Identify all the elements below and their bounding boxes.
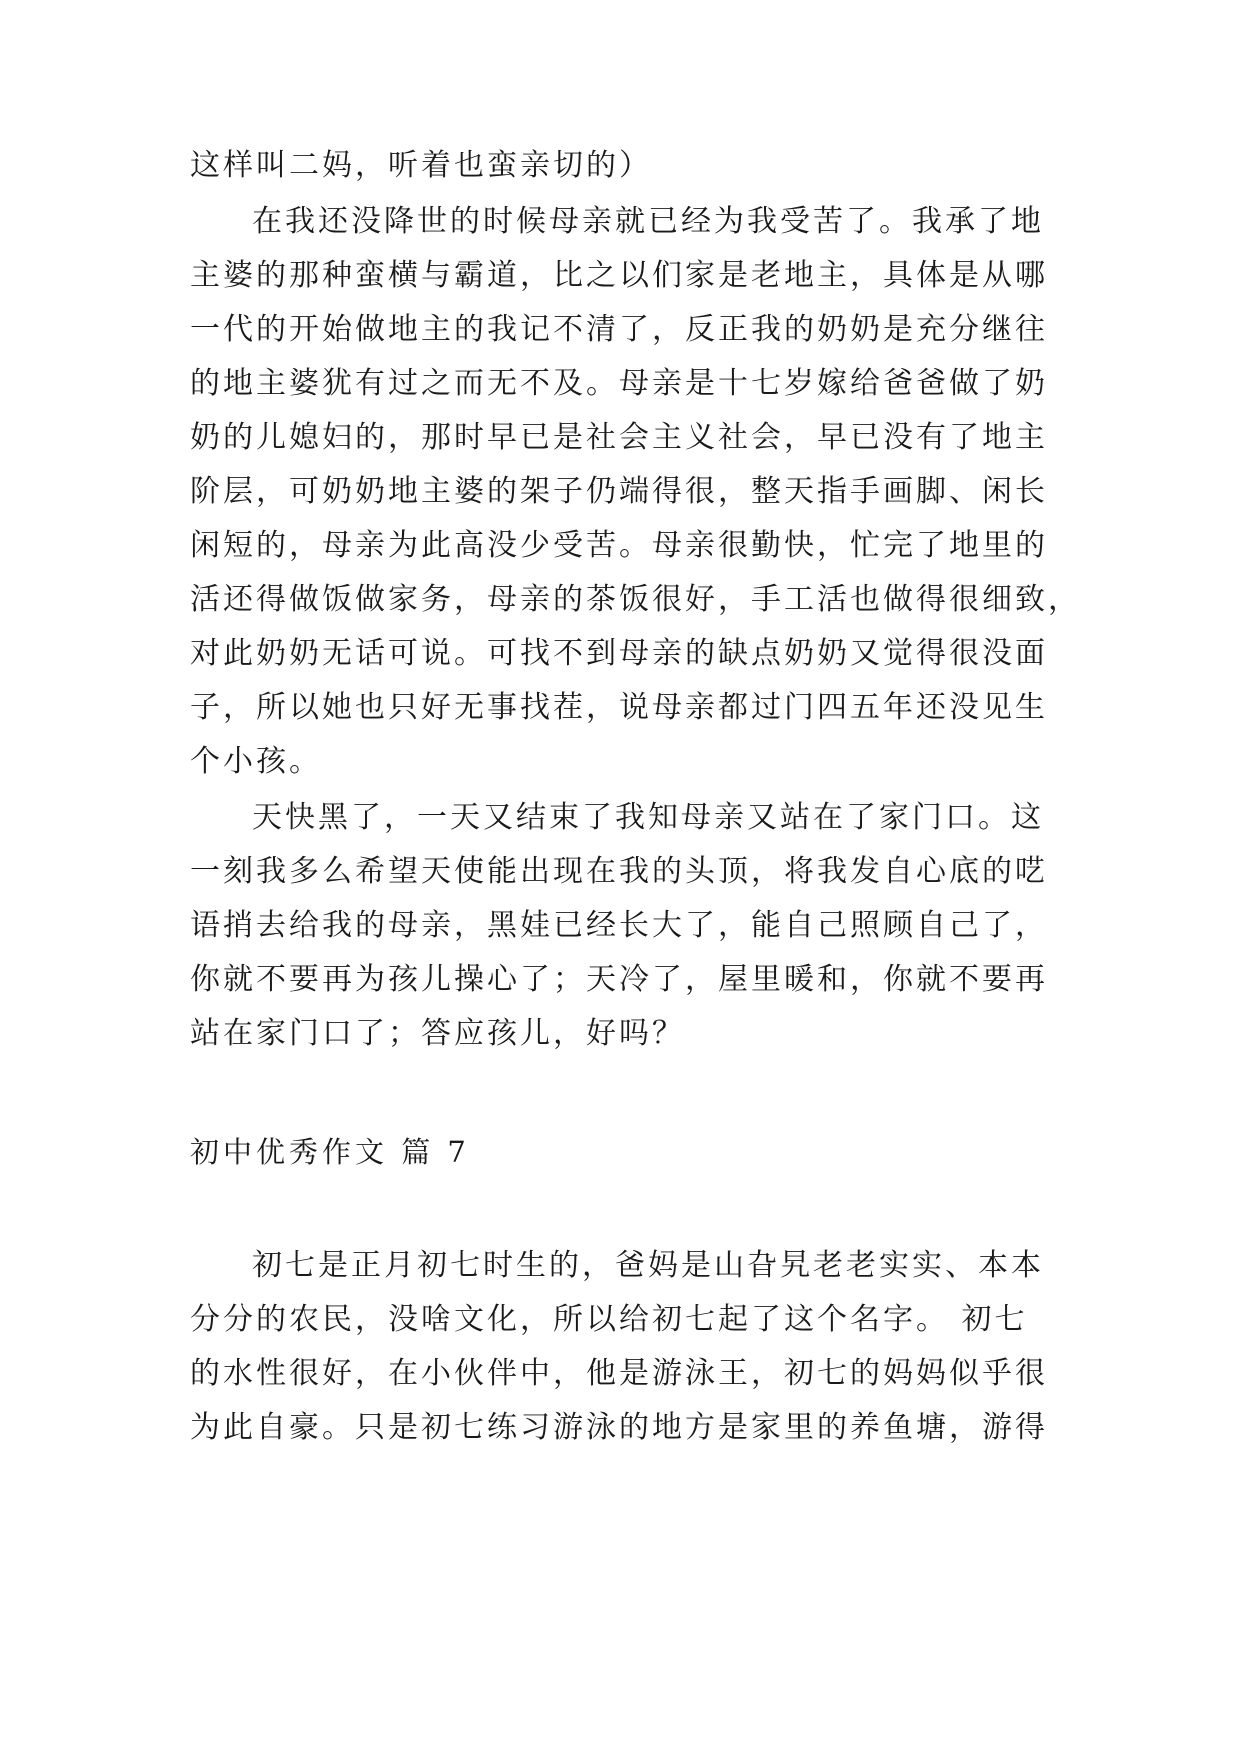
paragraph-line: 的水性很好，在小伙伴中，他是游泳王，初七的妈妈似乎很 — [190, 1356, 1048, 1391]
paragraph-line: 对此奶奶无话可说。可找不到母亲的缺点奶奶又觉得很没面 — [190, 636, 1048, 671]
paragraph-line: 活还得做饭做家务，母亲的茶饭很好，手工活也做得很细致， — [190, 582, 1081, 617]
paragraph-line: 闲短的，母亲为此高没少受苦。母亲很勤快，忙完了地里的 — [190, 528, 1048, 563]
paragraph-line: 在我还没降世的时候母亲就已经为我受苦了。我承了地 — [252, 204, 1044, 239]
paragraph-line: 一代的开始做地主的我记不清了，反正我的奶奶是充分继往 — [190, 312, 1048, 347]
paragraph-line: 天快黑了，一天又结束了我知母亲又站在了家门口。这 — [252, 800, 1044, 835]
paragraph-line: 一刻我多么希望天使能出现在我的头顶，将我发自心底的呓 — [190, 854, 1048, 889]
paragraph-line: 奶的儿媳妇的，那时早已是社会主义社会，早已没有了地主 — [190, 420, 1048, 455]
paragraph-line: 阶层，可奶奶地主婆的架子仍端得很，整天指手画脚、闲长 — [190, 474, 1048, 509]
paragraph-line: 语捎去给我的母亲，黑娃已经长大了，能自己照顾自己了， — [190, 908, 1048, 943]
paragraph-line: 个小孩。 — [190, 744, 322, 779]
paragraph-line: 的地主婆犹有过之而无不及。母亲是十七岁嫁给爸爸做了奶 — [190, 366, 1048, 401]
paragraph-line: 子，所以她也只好无事找茬，说母亲都过门四五年还没见生 — [190, 690, 1048, 725]
paragraph-line: 分分的农民，没啥文化，所以给初七起了这个名字。 初七 — [190, 1302, 1028, 1337]
section-heading: 初中优秀作文 篇 7 — [190, 1135, 470, 1169]
paragraph-line: 主婆的那种蛮横与霸道，比之以们家是老地主，具体是从哪 — [190, 258, 1048, 293]
opening-line: 这样叫二妈，听着也蛮亲切的） — [190, 148, 652, 183]
paragraph-line: 为此自豪。只是初七练习游泳的地方是家里的养鱼塘，游得 — [190, 1410, 1048, 1445]
paragraph-line: 你就不要再为孩儿操心了；天冷了，屋里暖和，你就不要再 — [190, 962, 1048, 997]
paragraph-line: 初七是正月初七时生的，爸妈是山旮旯老老实实、本本 — [252, 1248, 1044, 1283]
paragraph-line: 站在家门口了；答应孩儿，好吗？ — [190, 1016, 685, 1051]
